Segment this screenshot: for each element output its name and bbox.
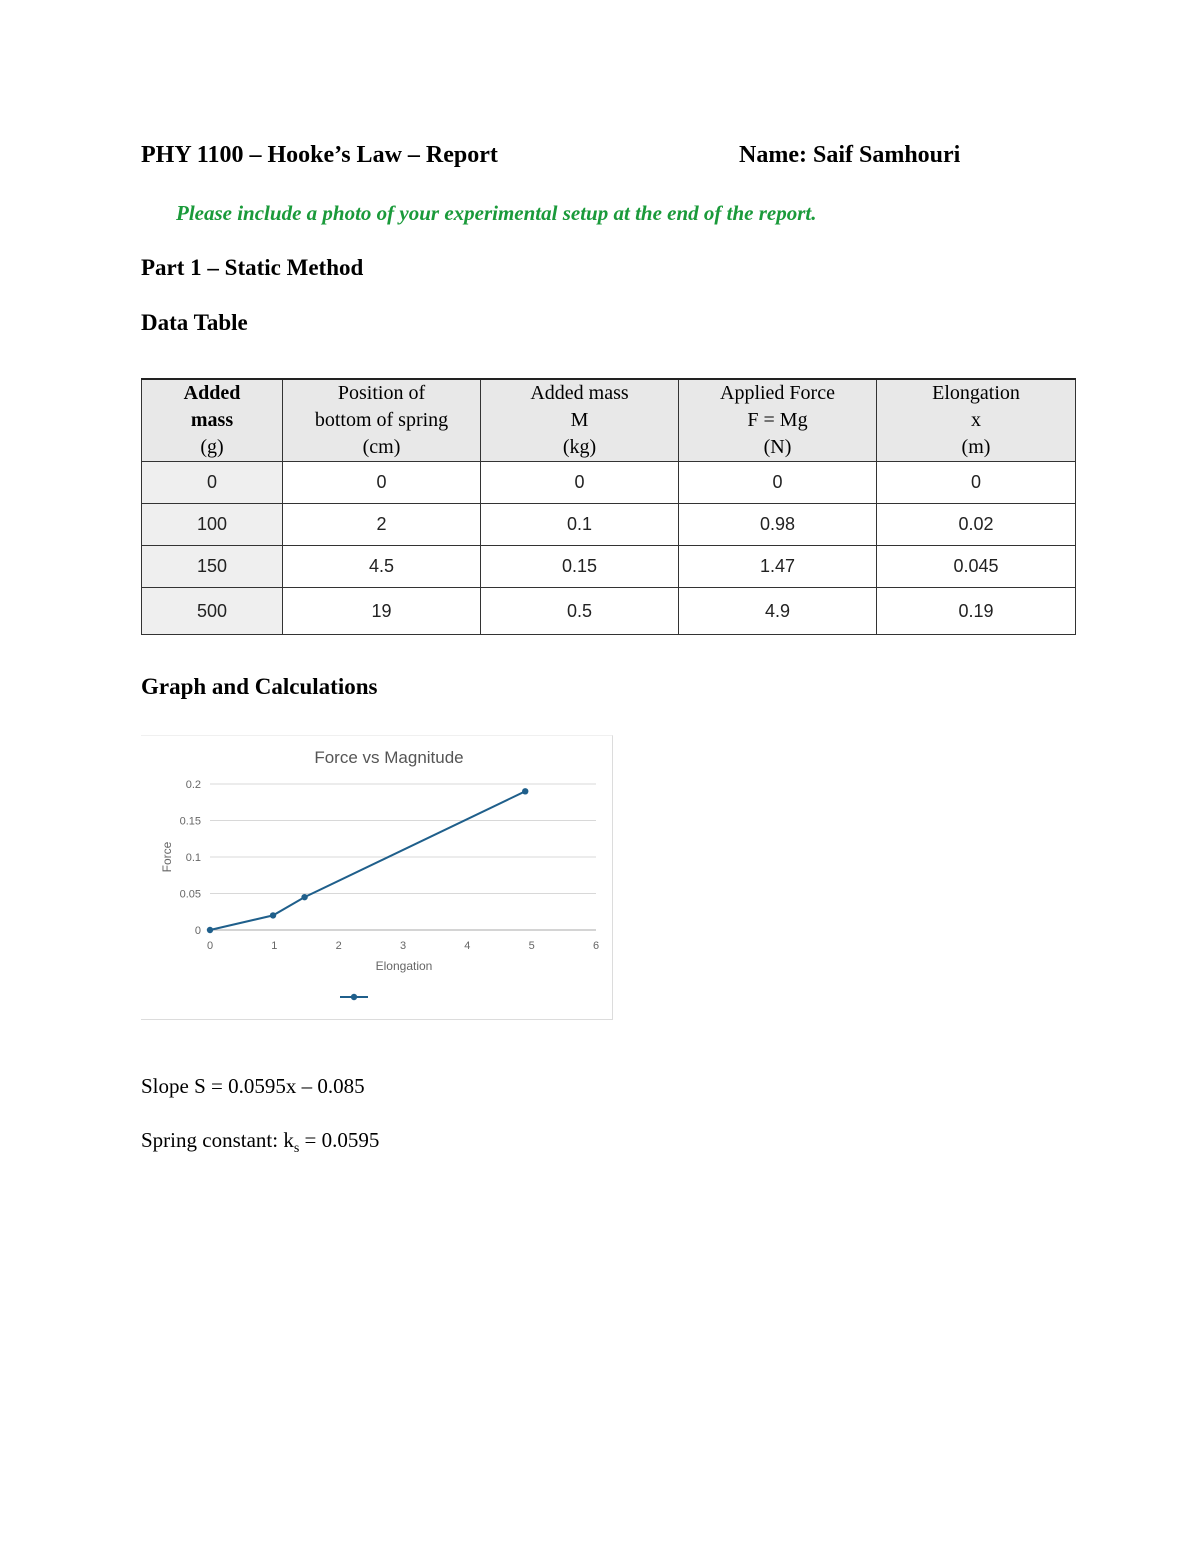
chart-legend: [340, 994, 368, 1000]
y-tick-label: 0: [194, 925, 201, 937]
legend-marker: [351, 994, 357, 1000]
data-point: [207, 927, 213, 933]
x-tick-label: 4: [464, 940, 471, 952]
table-cell: 0: [142, 462, 283, 504]
table-cell: 0: [481, 462, 679, 504]
x-tick-label: 1: [271, 940, 278, 952]
data-table-heading: Data Table: [141, 310, 248, 335]
header-position: Position of bottom of spring (cm): [283, 379, 481, 462]
chart-gridlines: [210, 784, 596, 930]
table-header-row: [142, 379, 1076, 462]
x-tick-label: 2: [335, 940, 342, 952]
x-axis-ticks: [207, 940, 599, 952]
graph-heading: Graph and Calculations: [141, 674, 378, 699]
table-cell: 500: [142, 588, 283, 635]
chart-title: Force vs Magnitude: [314, 748, 464, 767]
x-tick-label: 6: [592, 940, 600, 952]
force-chart: [141, 735, 613, 1020]
report-header: [141, 142, 1001, 176]
spring-constant: [141, 1128, 379, 1157]
y-tick-label: 0.2: [185, 779, 201, 791]
series-line: [210, 791, 525, 930]
table-cell: 0: [283, 462, 481, 504]
x-axis-label: Elongation: [375, 959, 433, 973]
data-table: [141, 378, 1076, 635]
chart-canvas: [141, 736, 612, 1019]
table-cell: 0.19: [877, 588, 1076, 635]
table-cell: 0.15: [481, 546, 679, 588]
y-axis-label: Force: [160, 841, 174, 873]
table-cell: 0.5: [481, 588, 679, 635]
spring-constant-label: Spring constant: k: [141, 1128, 294, 1152]
header-added-mass-kg: Added mass M (kg): [481, 379, 679, 462]
table-cell: 0.98: [679, 504, 877, 546]
table-cell: 4.9: [679, 588, 877, 635]
data-point: [270, 912, 276, 918]
table-cell: 2: [283, 504, 481, 546]
x-tick-label: 5: [528, 940, 535, 952]
table-cell: 0.1: [481, 504, 679, 546]
student-name: Name: Saif Samhouri: [739, 142, 961, 168]
header-applied-force: Applied Force F = Mg (N): [679, 379, 877, 462]
table-cell: 100: [142, 504, 283, 546]
table-row: [142, 546, 1076, 588]
table-cell: 0.045: [877, 546, 1076, 588]
report-title: PHY 1100 – Hooke’s Law – Report: [141, 142, 498, 168]
table-cell: 4.5: [283, 546, 481, 588]
spring-constant-subscript: s: [293, 1141, 300, 1157]
data-point: [522, 788, 528, 794]
table-row: [142, 588, 1076, 635]
chart-series: [207, 788, 529, 933]
table-cell: 19: [283, 588, 481, 635]
table-cell: 0: [679, 462, 877, 504]
part1-heading: Part 1 – Static Method: [141, 255, 364, 280]
photo-instruction: Please include a photo of your experimental setup at the end of the report.: [176, 201, 817, 225]
x-tick-label: 0: [206, 940, 214, 952]
y-axis-ticks: [180, 779, 201, 937]
table-cell: 1.47: [679, 546, 877, 588]
header-elongation: Elongation x (m): [877, 379, 1076, 462]
data-point: [301, 894, 307, 900]
y-tick-label: 0.15: [179, 815, 201, 828]
table-cell: 0: [877, 462, 1076, 504]
table-cell: 150: [142, 546, 283, 588]
spring-constant-value: = 0.0595: [299, 1128, 380, 1152]
slope-equation: Slope S = 0.0595x – 0.085: [141, 1074, 365, 1098]
table-cell: 0.02: [877, 504, 1076, 546]
x-tick-label: 3: [399, 940, 407, 952]
y-tick-label: 0.05: [179, 888, 201, 901]
header-added-mass-g: Added mass (g): [142, 379, 283, 462]
table-row: [142, 462, 1076, 504]
table-row: [142, 504, 1076, 546]
y-tick-label: 0.1: [185, 852, 201, 864]
